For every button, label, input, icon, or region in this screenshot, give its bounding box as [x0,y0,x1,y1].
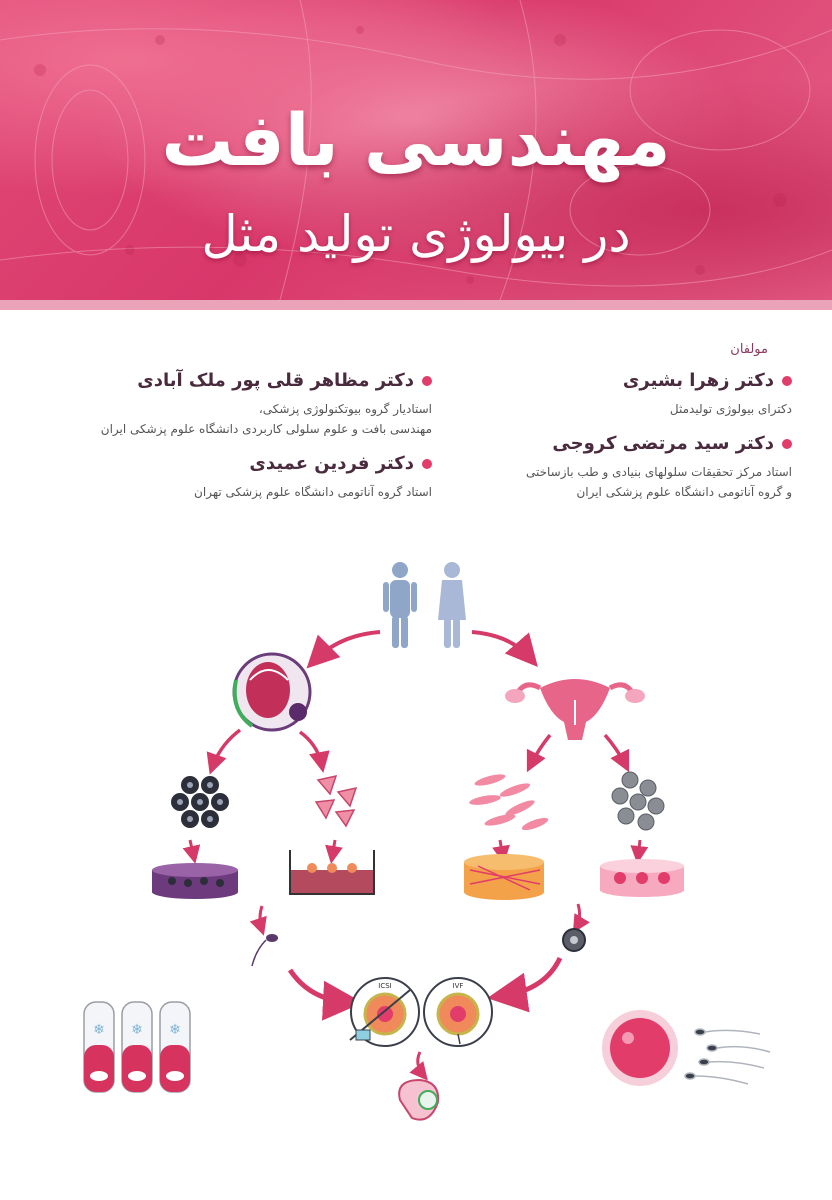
arrow-icon [502,958,560,996]
header-divider [0,300,832,310]
author-name: دکتر سید مرتضی کروجی [432,433,792,454]
author-affiliation: استاد مرکز تحقیقات سلولهای بنیادی و طب بازساختی [525,465,792,479]
authors-right-column [432,370,792,516]
culture-dish-icon [152,863,238,899]
author-affiliation: استاد گروه آناتومی دانشگاه علوم پزشکی تهران [194,485,432,499]
author-affiliation: دکترای بیولوژی تولیدمثل [669,402,792,416]
author-name: دکتر زهرا بشیری [432,370,792,391]
male-figure-icon [383,562,417,648]
book-title: مهندسی بافت [161,98,671,182]
embryo-icon [399,1080,438,1120]
author-affiliation: و گروه آناتومی دانشگاه علوم پزشکی ایران [576,485,792,499]
ivf-icon [424,978,492,1046]
icsi-label: ICSI [378,982,392,990]
scaffold-icon [464,854,544,900]
sperm-icon [252,934,278,966]
arrow-icon [190,840,194,858]
arrow-icon [638,840,640,858]
arrow-icon [530,735,550,766]
author-affiliation: مهندسی بافت و علوم سلولی کاربردی دانشگاه علوم پزشکی ایران [100,422,432,436]
bullet-icon [782,376,792,386]
bullet-icon [422,459,432,469]
book-subtitle: در بیولوژی تولید مثل [201,205,631,263]
author-name: دکتر مظاهر قلی پور ملک آبادی [42,370,432,391]
authors-left-column [42,370,432,516]
cover-header [0,0,832,300]
svg-text:❄: ❄ [93,1022,105,1038]
arrow-icon [300,732,322,766]
arrow-icon [472,632,530,658]
icsi-icon [350,978,419,1046]
oocyte-cluster-icon [612,772,664,830]
svg-text:❄: ❄ [169,1022,181,1038]
author-name: دکتر فردین عمیدی [42,453,432,474]
reproduction-diagram [0,540,832,1180]
cryo-tubes-icon [84,1002,190,1092]
ivf-label: IVF [452,982,464,990]
somatic-cells-icon [316,776,356,826]
arrow-icon [605,735,626,766]
uterus-icon [505,679,645,740]
egg-and-sperm-icon [602,1010,770,1086]
arrow-icon [576,904,580,928]
arrow-icon [315,632,380,660]
oocyte-culture-dish-icon [600,859,684,897]
arrow-icon [212,730,240,768]
author-affiliation: استادیار گروه بیوتکنولوژی پزشکی، [258,402,432,416]
arrow-icon [332,840,335,858]
arrow-icon [260,906,262,930]
female-figure-icon [438,562,466,648]
arrow-icon [418,1052,424,1076]
svg-text:❄: ❄ [131,1022,143,1038]
stromal-cells-icon [469,772,550,833]
mature-oocyte-icon [563,929,585,951]
arrow-icon [290,970,348,1002]
testis-icon [234,654,310,730]
bullet-icon [422,376,432,386]
bullet-icon [782,439,792,449]
authors-label: مولفان [730,342,768,357]
